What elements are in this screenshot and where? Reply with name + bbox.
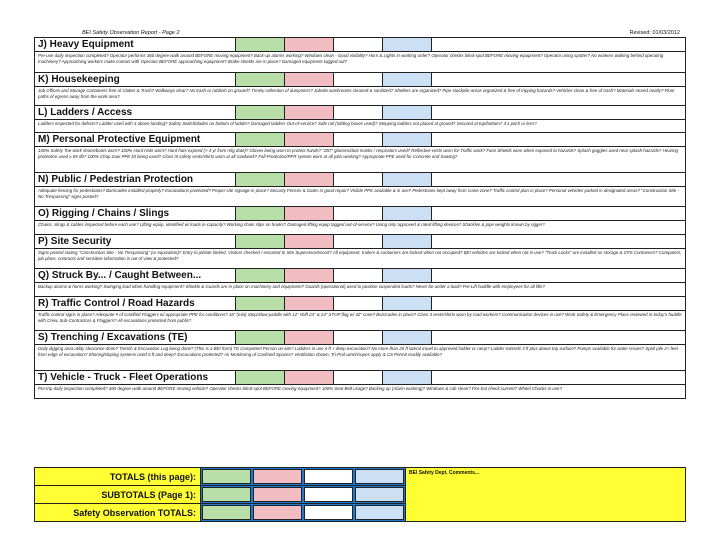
na-count-cell[interactable] — [334, 73, 383, 86]
totals-table — [35, 468, 405, 521]
na-count-cell[interactable] — [334, 235, 383, 248]
totals-row-grand — [35, 504, 405, 521]
section-description: Daily digging area utility clearance done? Trench & Excavation Log being done? (This is a BEI form) TE Competent Person on site? Ladders in use 4 ft + deep excavation? No more than 25 ft lateral travel to approved ladder or ramp? Ladder extends 3 ft plus above top surface? Pumps available for water issues? Spoil pile 2+ feet from edge of excavation? Shoring/sloping systems used 5 ft and deep? Excavations protected? Air Monitoring of Confined Spaces? Ventilation shown, Tri-Pod winch/ropes apply & CS Permit readily available? — [35, 345, 685, 371]
section-header — [35, 235, 685, 249]
na-count-cell[interactable] — [334, 173, 383, 186]
section-description: Chains, slings & cables inspected before each use? Lifting equip. identified w/ loads in-capacity? Working chain slips on hooks? Damaged lifting equip tagged out-of-service? Using only approved & rated lifting devices? Shackles & pipe weights known by rigger? — [35, 221, 685, 235]
unsafe-count-cell[interactable] — [285, 331, 334, 344]
unsafe-count-cell[interactable] — [285, 38, 334, 51]
totals-label: TOTALS (this page): — [35, 468, 201, 485]
subtotals-label: SUBTOTALS (Page 1): — [35, 486, 201, 503]
corrected-count-cell[interactable] — [383, 133, 432, 146]
corrected-count-cell[interactable] — [383, 207, 432, 220]
safe-count-cell[interactable] — [236, 235, 285, 248]
section-title: M) Personal Protective Equipment — [35, 133, 236, 146]
section-title: K) Housekeeping — [35, 73, 236, 86]
section-description: Signs posted stating "Construction Site - No Trespassing" (or equivalent)? Entry to jobsite limited, Visitors checked / escorted to Site Supervisor/escort? All equipment, trailers & containers are locked when not occupied? BEI vehicles are locked when not in use? "Truck Locks" are installed on storage & CPS Containers? Computers, job plans, contracts and sensitive information is out of view & protected? — [35, 249, 685, 269]
safe-count-cell[interactable] — [236, 173, 285, 186]
section-header — [35, 173, 685, 187]
comments-box[interactable] — [405, 468, 685, 521]
section-header — [35, 38, 685, 52]
section-title: P) Site Security — [35, 235, 236, 248]
total-na-cell[interactable] — [304, 469, 353, 484]
observation-sheet — [34, 37, 686, 399]
subtotal-safe-cell[interactable] — [202, 487, 251, 502]
unsafe-count-cell[interactable] — [285, 73, 334, 86]
corrected-count-cell[interactable] — [383, 38, 432, 51]
section-header — [35, 297, 685, 311]
section-description: Ladders inspected for defects? Ladder used with 3 above landing? Safety Switchblades on bottom of ladder? Damaged ladders Out-of-service? Safe rail (Sliding boxes used)? Stepping ladders not placed at ground? Secured at top/bottom? 4:1 pitch or less? — [35, 120, 685, 133]
section-description: Backup alarms & horns working? Swinging load when handling equipment? Shields & Guards are in place on machinery and equipment? Guards (operational) used to position suspended loads? Never be under a load? Pre-Lift huddle with employees for all lifts? — [35, 283, 685, 297]
section-title: S) Trenching / Excavations (TE) — [35, 331, 236, 344]
section-title: T) Vehicle - Truck - Fleet Operations — [35, 371, 236, 384]
unsafe-count-cell[interactable] — [285, 173, 334, 186]
totals-row-page1 — [35, 486, 405, 504]
na-count-cell[interactable] — [334, 269, 383, 282]
section-description: Adequate fencing for pedestrians? Barricades installed properly? Excavations protected? Proper site signage in place? Security Fences & Gates in good repair? Visible PPE available & in use? Pedestrians kept away from crane zone? Traffic control plan in place? Personal vehicles parked in designated areas? "Construction Site - No Trespassing" signs posted? — [35, 187, 685, 207]
corrected-count-cell[interactable] — [383, 73, 432, 86]
corrected-count-cell[interactable] — [383, 173, 432, 186]
safe-count-cell[interactable] — [236, 297, 285, 310]
unsafe-count-cell[interactable] — [285, 235, 334, 248]
na-count-cell[interactable] — [334, 106, 383, 119]
na-count-cell[interactable] — [334, 297, 383, 310]
revision-date: Revised: 01/03/2012 — [629, 30, 680, 36]
section-title: J) Heavy Equipment — [35, 38, 236, 51]
section-header — [35, 331, 685, 345]
safe-count-cell[interactable] — [236, 133, 285, 146]
section-title: Q) Struck By... / Caught Between... — [35, 269, 236, 282]
section-description: Job Offices and Storage Containers free of Clutter & Trash? Walkways clear? No trash or rubbish on ground? Timely collection of dumpsters? Jobsite washrooms cleaned & sanitized? Shelters are organized? Pipe stockpile areas organized & free of tripping hazards? Vehicles clean & free of trash? Materials stored neatly? Floor paths of egress away from the work area? — [35, 87, 685, 106]
grand-safe-cell[interactable] — [202, 505, 251, 520]
report-title: BEI Safety Observation Report - Page 2 — [82, 30, 180, 36]
section-description: Pre-use daily inspection completed? Operator performs 360 degree walk around BEFORE moving equipment? Back-up alarms working? Windows clean - Good visibility? Horn & Lights in working order? Operator checks blind-spot BEFORE moving equipment? Operator using spotter? No workers walking behind operating machinery? Approaching workers make contact with Operator BEFORE approaching equipment? Brake shields are in place? Damaged equipment tagged out? — [35, 52, 685, 73]
safe-count-cell[interactable] — [236, 38, 285, 51]
corrected-count-cell[interactable] — [383, 331, 432, 344]
section-header — [35, 207, 685, 221]
grand-na-cell[interactable] — [304, 505, 353, 520]
safe-count-cell[interactable] — [236, 73, 285, 86]
unsafe-count-cell[interactable] — [285, 133, 334, 146]
section-title: N) Public / Pedestrian Protection — [35, 173, 236, 186]
unsafe-count-cell[interactable] — [285, 297, 334, 310]
na-count-cell[interactable] — [334, 371, 383, 384]
safe-count-cell[interactable] — [236, 269, 285, 282]
total-unsafe-cell[interactable] — [253, 469, 302, 484]
grand-totals-label: Safety Observation TOTALS: — [35, 504, 201, 521]
subtotal-corrected-cell[interactable] — [355, 487, 404, 502]
totals-row-this-page — [35, 468, 405, 486]
section-header — [35, 133, 685, 147]
section-header — [35, 371, 685, 385]
section-header — [35, 106, 685, 120]
subtotal-unsafe-cell[interactable] — [253, 487, 302, 502]
section-header — [35, 269, 685, 283]
grand-unsafe-cell[interactable] — [253, 505, 302, 520]
section-description: 100% Safety Toe work shoes/boots worn? 100% Hard Hats worn? Hard hats expired (> 4 yr from mfg date)? Gloves being worn to protect hands? "Z87" glasses/dust masks / respirators used? Reflective vests worn for Traffic work? Face Shields worn when exposed to hazards? Splash goggles used near splash hazards? Hearing protection used ≥ 85 db? 100% Chop Saw PPE kit being used? Class III safety vests/shirts worn at all roadwork? Fall Protection/PFR system worn at all jobs working? Appropriate PPE used for Concrete and Sawing? — [35, 147, 685, 173]
safe-count-cell[interactable] — [236, 331, 285, 344]
section-header — [35, 73, 685, 87]
section-title: O) Rigging / Chains / Slings — [35, 207, 236, 220]
na-count-cell[interactable] — [334, 133, 383, 146]
corrected-count-cell[interactable] — [383, 371, 432, 384]
unsafe-count-cell[interactable] — [285, 106, 334, 119]
corrected-count-cell[interactable] — [383, 269, 432, 282]
safe-count-cell[interactable] — [236, 106, 285, 119]
total-corrected-cell[interactable] — [355, 469, 404, 484]
section-description: Pre-trip daily inspection completed? 360 degree walk-around BEFORE moving vehicle? Operator checks blind-spot BEFORE moving equipment? 100% Seat Belt usage? Backing up (Alarm working)? Windows & cab clean? Fire Ext check current? Wheel Chocks in use? — [35, 385, 685, 399]
comments-label: BEI Safety Dept. Comments... — [409, 470, 480, 476]
corrected-count-cell[interactable] — [383, 106, 432, 119]
unsafe-count-cell[interactable] — [285, 207, 334, 220]
subtotal-na-cell[interactable] — [304, 487, 353, 502]
safe-count-cell[interactable] — [236, 371, 285, 384]
section-title: L) Ladders / Access — [35, 106, 236, 119]
corrected-count-cell[interactable] — [383, 297, 432, 310]
safe-count-cell[interactable] — [236, 207, 285, 220]
na-count-cell[interactable] — [334, 331, 383, 344]
unsafe-count-cell[interactable] — [285, 269, 334, 282]
na-count-cell[interactable] — [334, 38, 383, 51]
grand-corrected-cell[interactable] — [355, 505, 404, 520]
section-title: R) Traffic Control / Road Hazards — [35, 297, 236, 310]
unsafe-count-cell[interactable] — [285, 371, 334, 384]
totals-block — [34, 467, 686, 522]
corrected-count-cell[interactable] — [383, 235, 432, 248]
na-count-cell[interactable] — [334, 207, 383, 220]
total-safe-cell[interactable] — [202, 469, 251, 484]
section-description: Traffic control signs in place? Adequate # of Certified Flaggers w/ appropriate PPE for conditions? 18" (min) Stop/Slow paddle with 12" shift 24" & 24" STOP flag w/ 42" cone? Barricades in place? Class 3 vests/shirts worn by road workers? Communication devices in use? Work Safety & Emergency Plans reviewed in today's huddle with Crew, Sub-Contractors & Flaggers? All excavations protected from public? — [35, 311, 685, 331]
